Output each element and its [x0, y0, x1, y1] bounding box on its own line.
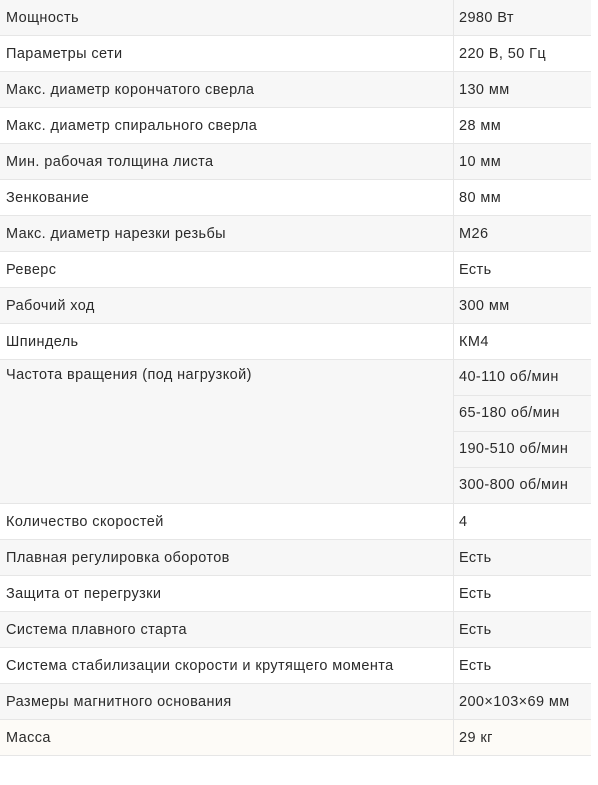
- spec-name: Макс. диаметр нарезки резьбы: [0, 216, 454, 252]
- spec-value: 130 мм: [454, 72, 592, 108]
- spec-name: Система стабилизации скорости и крутящего момента: [0, 648, 454, 684]
- spec-name: Реверс: [0, 252, 454, 288]
- spec-value: 190-510 об/мин: [454, 432, 591, 468]
- spec-name: Система плавного старта: [0, 612, 454, 648]
- spec-name: Частота вращения (под нагрузкой): [0, 360, 454, 504]
- spec-value: 220 В, 50 Гц: [454, 36, 592, 72]
- spec-value: 40-110 об/мин: [454, 360, 591, 396]
- spec-name: Параметры сети: [0, 36, 454, 72]
- spec-name: Макс. диаметр спирального сверла: [0, 108, 454, 144]
- spec-name: Макс. диаметр корончатого сверла: [0, 72, 454, 108]
- spec-row: [0, 612, 591, 648]
- spec-value: 300-800 об/мин: [454, 468, 591, 503]
- spec-name: Защита от перегрузки: [0, 576, 454, 612]
- spec-name: Количество скоростей: [0, 504, 454, 540]
- spec-row: [0, 216, 591, 252]
- spec-value: 10 мм: [454, 144, 592, 180]
- spec-value: Есть: [454, 576, 592, 612]
- spec-value: Есть: [454, 252, 592, 288]
- spec-value: М26: [454, 216, 592, 252]
- spec-value: Есть: [454, 540, 592, 576]
- spec-value: 2980 Вт: [454, 0, 592, 36]
- spec-row: [0, 180, 591, 216]
- spec-name: Масса: [0, 720, 454, 756]
- spec-row: [0, 648, 591, 684]
- spec-row: [0, 540, 591, 576]
- spec-value: 29 кг: [454, 720, 592, 756]
- spec-name: Размеры магнитного основания: [0, 684, 454, 720]
- spec-name: Шпиндель: [0, 324, 454, 360]
- spec-value: 200×103×69 мм: [454, 684, 592, 720]
- spec-row: [0, 0, 591, 36]
- spec-row: [0, 324, 591, 360]
- spec-name: Плавная регулировка оборотов: [0, 540, 454, 576]
- spec-row: [0, 144, 591, 180]
- spec-value: 65-180 об/мин: [454, 396, 591, 432]
- spec-row: [0, 504, 591, 540]
- spec-row: [0, 576, 591, 612]
- spec-row: [0, 720, 591, 756]
- spec-value: 80 мм: [454, 180, 592, 216]
- spec-value: 28 мм: [454, 108, 592, 144]
- spec-value: КМ4: [454, 324, 592, 360]
- spec-row-multi: [0, 360, 591, 504]
- spec-row: [0, 72, 591, 108]
- spec-row: [0, 684, 591, 720]
- spec-row: [0, 108, 591, 144]
- spec-name: Мин. рабочая толщина листа: [0, 144, 454, 180]
- spec-value: 300 мм: [454, 288, 592, 324]
- spec-value: 4: [454, 504, 592, 540]
- spec-row: [0, 36, 591, 72]
- spec-value: Есть: [454, 612, 592, 648]
- spec-value: Есть: [454, 648, 592, 684]
- spec-name: Мощность: [0, 0, 454, 36]
- spec-name: Зенкование: [0, 180, 454, 216]
- spec-row: [0, 288, 591, 324]
- spec-value-list: [454, 360, 592, 504]
- spec-name: Рабочий ход: [0, 288, 454, 324]
- spec-row: [0, 252, 591, 288]
